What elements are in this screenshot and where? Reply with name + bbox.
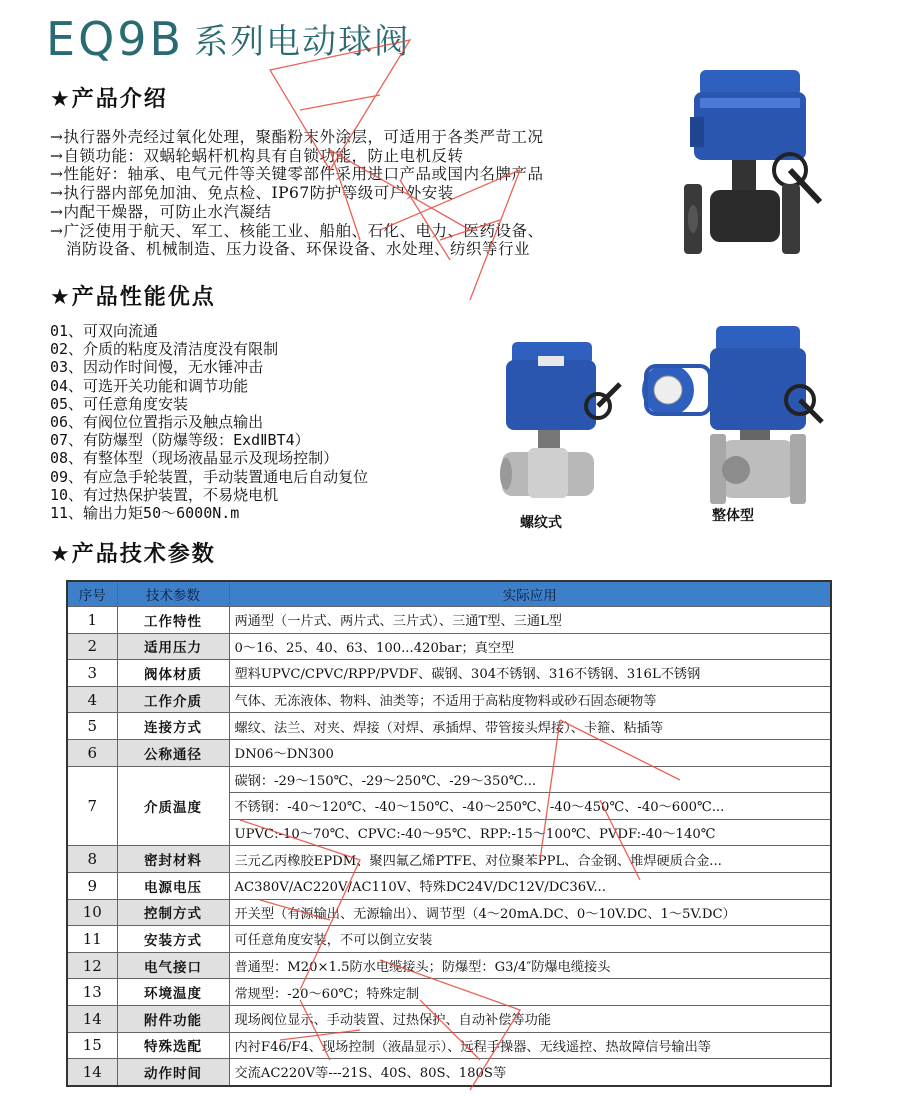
- table-row: [67, 872, 831, 899]
- page-title: [46, 4, 410, 64]
- table-header-row: [67, 581, 831, 607]
- row-param-name: 安装方式: [117, 926, 229, 953]
- row-value: 碳钢：-29～150℃、-29～250℃、-29～350℃...: [229, 766, 831, 793]
- intro-line: 消防设备、机械制造、压力设备、环保设备、水处理、纺织等行业: [66, 240, 531, 259]
- row-number: 8: [67, 846, 117, 873]
- advantage-item: 08、有整体型（现场液晶显示及现场控制）: [50, 449, 339, 468]
- header-application: 实际应用: [229, 581, 831, 607]
- table-row: [67, 926, 831, 953]
- row-number: 15: [67, 1032, 117, 1059]
- intro-list: [50, 128, 544, 259]
- threaded-valve-image: [498, 336, 623, 501]
- section-intro-heading: ★产品介绍: [50, 87, 168, 112]
- advantage-item: 01、可双向流通: [50, 322, 159, 340]
- row-number: 3: [67, 660, 117, 687]
- intro-line: →广泛使用于航天、军工、核能工业、船舶、石化、电力、医药设备、: [50, 221, 544, 240]
- table-row: [67, 633, 831, 660]
- row-param-name: 附件功能: [117, 1005, 229, 1032]
- table-row: [67, 952, 831, 979]
- intro-line: →自锁功能：双蜗轮蜗杆机构具有自锁功能，防止电机反转: [50, 146, 464, 165]
- section-advantages-heading: ★产品性能优点: [50, 285, 216, 310]
- advantage-item: 07、有防爆型（防爆等级：ExdⅡBT4）: [50, 431, 310, 450]
- row-param-name: 电源电压: [117, 872, 229, 899]
- header-no: 序号: [67, 581, 117, 607]
- row-param-name: 介质温度: [117, 766, 229, 846]
- row-param-name: 适用压力: [117, 633, 229, 660]
- intro-line: →性能好：轴承、电气元件等关键零部件采用进口产品或国内名牌产品: [50, 165, 544, 184]
- table-row: [67, 846, 831, 873]
- row-param-name: 特殊选配: [117, 1032, 229, 1059]
- title-series: 系列电动球阀: [194, 22, 411, 62]
- row-number: 14: [67, 1005, 117, 1032]
- row-param-name: 公称通径: [117, 739, 229, 766]
- row-param-name: 动作时间: [117, 1059, 229, 1086]
- row-value: 螺纹、法兰、对夹、焊接（对焊、承插焊、带管接头焊接）、卡箍、粘插等: [229, 713, 831, 740]
- row-number: 14: [67, 1059, 117, 1086]
- row-value: 可任意角度安装，不可以倒立安装: [229, 926, 831, 953]
- intro-line: →执行器外壳经过氧化处理，聚酯粉末外涂层，可适用于各类严苛工况: [50, 128, 544, 146]
- row-number: 10: [67, 899, 117, 926]
- advantage-item: 06、有阀位位置指示及触点输出: [50, 413, 264, 432]
- advantage-item: 04、可选开关功能和调节功能: [50, 376, 249, 395]
- advantages-list: [50, 322, 368, 522]
- row-value: UPVC:-10～70℃、CPVC:-40～95℃、RPP:-15～100℃、PVDF:-40～140℃: [229, 819, 831, 846]
- row-value: 气体、无冻液体、物料、油类等；不适用于高粘度物料或砂石固态硬物等: [229, 686, 831, 713]
- row-number: 12: [67, 952, 117, 979]
- integral-valve-image: [640, 322, 825, 507]
- intro-line: →内配干燥器，可防止水汽凝结: [50, 202, 272, 221]
- row-number: 9: [67, 872, 117, 899]
- table-row: [67, 739, 831, 766]
- table-row: [67, 899, 831, 926]
- row-param-name: 密封材料: [117, 846, 229, 873]
- row-value: 现场阀位显示、手动装置、过热保护、自动补偿等功能: [229, 1005, 831, 1032]
- advantage-item: 02、介质的粘度及清洁度没有限制: [50, 340, 279, 359]
- table-row: [67, 766, 831, 793]
- row-value: 内衬F46/F4、现场控制（液晶显示）、远程手操器、无线遥控、热故障信号输出等: [229, 1032, 831, 1059]
- spec-table: [66, 580, 832, 1087]
- table-row: [67, 979, 831, 1006]
- table-row: [67, 1059, 831, 1086]
- row-value: 开关型（有源输出、无源输出）、调节型（4～20mA.DC、0～10V.DC、1～5V.DC）: [229, 899, 831, 926]
- row-number: 13: [67, 979, 117, 1006]
- advantage-item: 09、有应急手轮装置，手动装置通电后自动复位: [50, 467, 369, 486]
- table-row: [67, 607, 831, 634]
- row-number: 2: [67, 633, 117, 660]
- table-row: [67, 1032, 831, 1059]
- row-param-name: 阀体材质: [117, 660, 229, 687]
- title-model: EQ9B: [46, 12, 185, 66]
- row-value: AC380V/AC220V/AC110V、特殊DC24V/DC12V/DC36V...: [229, 872, 831, 899]
- row-value: 0～16、25、40、63、100...420bar；真空型: [229, 633, 831, 660]
- row-param-name: 电气接口: [117, 952, 229, 979]
- advantage-item: 10、有过热保护装置，不易烧电机: [50, 485, 279, 504]
- row-param-name: 连接方式: [117, 713, 229, 740]
- advantage-item: 05、可任意角度安装: [50, 394, 189, 413]
- row-value: 常规型：-20～60℃；特殊定制: [229, 979, 831, 1006]
- row-value: 普通型：M20×1.5防水电缆接头；防爆型：G3/4″防爆电缆接头: [229, 952, 831, 979]
- row-value: 塑料UPVC/CPVC/RPP/PVDF、碳钢、304不锈钢、316不锈钢、316L不锈钢: [229, 660, 831, 687]
- row-value: 不锈钢：-40～120℃、-40～150℃、-40～250℃、-40～450℃、-40～600℃...: [229, 793, 831, 820]
- row-number: 4: [67, 686, 117, 713]
- caption-integral: 整体型: [712, 508, 754, 524]
- row-param-name: 环境温度: [117, 979, 229, 1006]
- row-value: DN06～DN300: [229, 739, 831, 766]
- table-row: [67, 660, 831, 687]
- row-param-name: 控制方式: [117, 899, 229, 926]
- row-number: 6: [67, 739, 117, 766]
- table-row: [67, 686, 831, 713]
- row-number: 5: [67, 713, 117, 740]
- row-param-name: 工作特性: [117, 607, 229, 634]
- row-value: 三元乙丙橡胶EPDM、聚四氟乙烯PTFE、对位聚苯PPL、合金钢、堆焊硬质合金...: [229, 846, 831, 873]
- row-number: 7: [67, 766, 117, 846]
- row-value: 交流AC220V等---21S、40S、80S、180S等: [229, 1059, 831, 1086]
- section-specs-heading: ★产品技术参数: [50, 542, 216, 567]
- row-value: 两通型（一片式、两片式、三片式）、三通T型、三通L型: [229, 607, 831, 634]
- row-number: 1: [67, 607, 117, 634]
- row-number: 11: [67, 926, 117, 953]
- header-param: 技术参数: [117, 581, 229, 607]
- flanged-valve-image: [680, 62, 830, 267]
- table-row: [67, 713, 831, 740]
- advantage-item: 03、因动作时间慢，无水锤冲击: [50, 358, 264, 377]
- row-param-name: 工作介质: [117, 686, 229, 713]
- intro-line: →执行器内部免加油、免点检、IP67防护等级可户外安装: [50, 184, 454, 203]
- table-row: [67, 1005, 831, 1032]
- advantage-item: 11、输出力矩50～6000N.m: [50, 504, 240, 523]
- caption-threaded: 螺纹式: [520, 515, 562, 531]
